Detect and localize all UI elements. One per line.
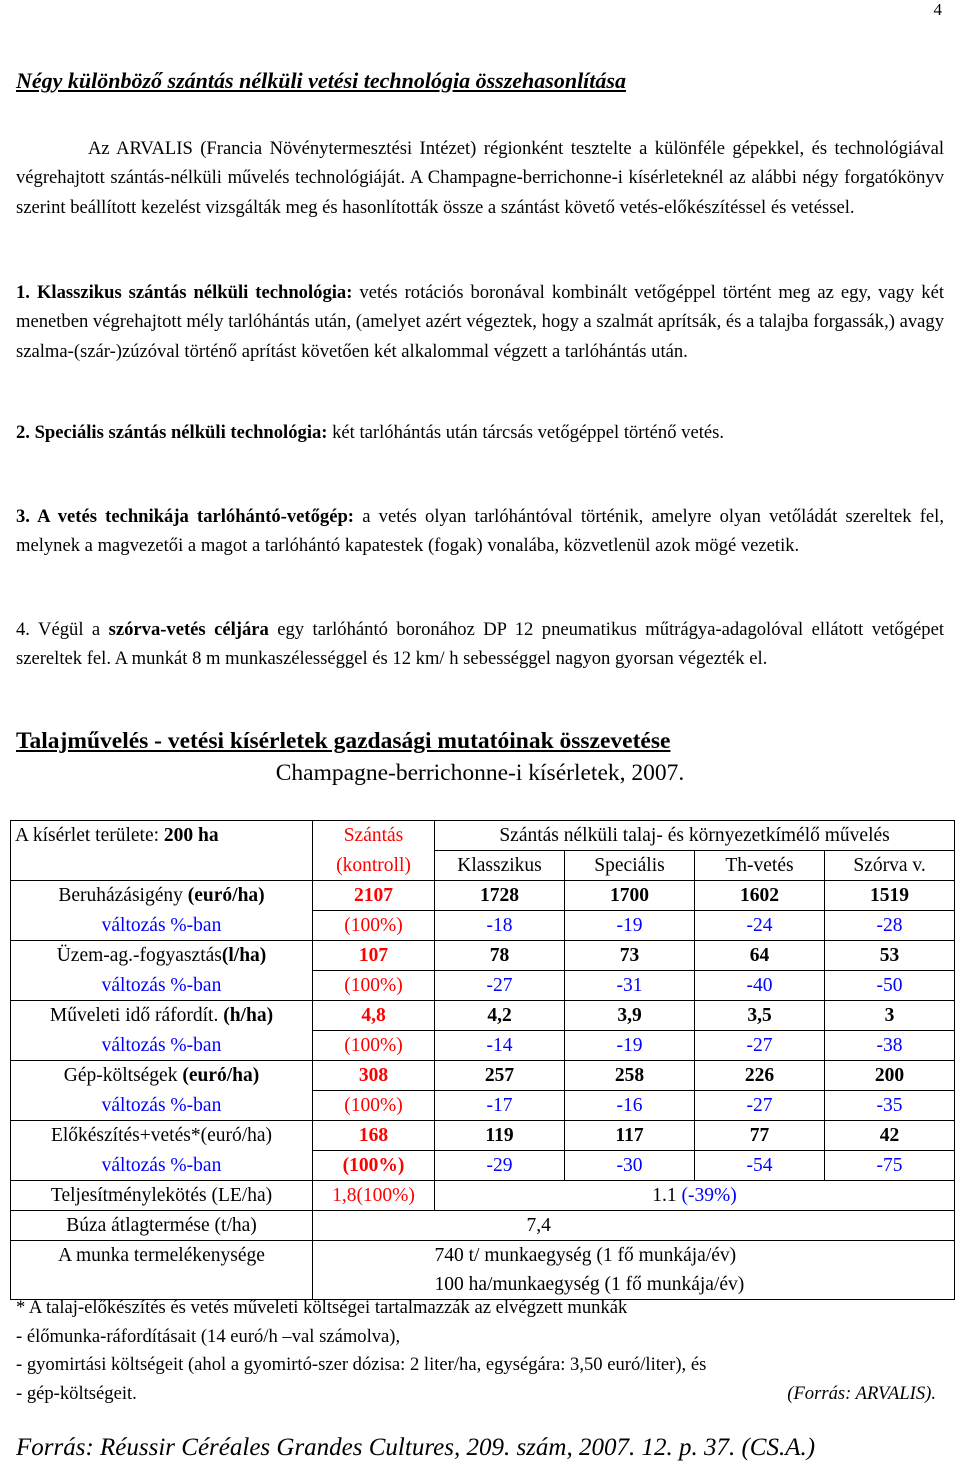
item-2-heading: 2. Speciális szántás nélküli technológia:	[16, 422, 328, 443]
table-row	[11, 881, 955, 911]
table-row	[11, 1121, 955, 1151]
table-cell: 3,9	[565, 1001, 695, 1031]
notill-header: Szántás nélküli talaj- és környezetkímélő művelés	[435, 821, 955, 851]
table-cell: 1602	[695, 881, 825, 911]
table-header-row-2	[11, 851, 955, 881]
empty-cell	[313, 1211, 435, 1241]
empty-cell	[313, 1241, 435, 1271]
table-cell: 119	[435, 1121, 565, 1151]
table-cell: -38	[825, 1031, 955, 1061]
table-cell: -31	[565, 971, 695, 1001]
row-label: Gép-költségek (euró/ha)	[11, 1061, 313, 1091]
row-label: változás %-ban	[11, 1151, 313, 1181]
area-label: A kísérlet területe:	[15, 825, 164, 847]
table-cell: -14	[435, 1031, 565, 1061]
table-cell: -50	[825, 971, 955, 1001]
yield-value: 7,4	[435, 1211, 955, 1241]
table-cell: -16	[565, 1091, 695, 1121]
control-value: (100%)	[313, 1091, 435, 1121]
productivity-line-2: 100 ha/munkaegység (1 fő munkája/év)	[435, 1270, 955, 1300]
table-cell: -27	[695, 1091, 825, 1121]
productivity-row	[11, 1241, 955, 1271]
table-cell: -35	[825, 1091, 955, 1121]
control-value: 1,8(100%)	[313, 1181, 435, 1211]
control-value: 4,8	[313, 1001, 435, 1031]
item-4-pre: 4. Végül a	[16, 619, 109, 640]
section-title: Talajművelés - vetési kísérletek gazdasági mutatóinak összevetése	[16, 728, 671, 754]
table-cell: 3,5	[695, 1001, 825, 1031]
table-cell: -40	[695, 971, 825, 1001]
table-cell: 1700	[565, 881, 695, 911]
row-label: Búza átlagtermése (t/ha)	[11, 1211, 313, 1241]
footnote-line: - élőmunka-ráfordításait (14 euró/h –val számolva),	[16, 1325, 401, 1347]
row-label: A munka termelékenysége	[11, 1241, 313, 1300]
productivity-line-1: 740 t/ munkaegység (1 fő munkája/év)	[435, 1241, 955, 1271]
item-1-heading: 1. Klasszikus szántás nélküli technológia:	[16, 282, 353, 303]
section-subtitle: Champagne-berrichonne-i kísérletek, 2007.	[275, 760, 685, 786]
page-title: Négy különböző szántás nélküli vetési technológia összehasonlítása	[16, 68, 626, 93]
table-cell: 42	[825, 1121, 955, 1151]
item-1-text: vetés rotációs boronával kombinált vetőgéppel történt meg az egy, vagy két menetben végrehajtott mély tarlóhántás után, (amelyet azért végeztek, hogy a szalmát aprítsák, és a talajba forgassák,) avagy szalma-(szár-)zúzóval történő aprítást követően két alkalommal végzett a tarlóhántás után.	[16, 282, 944, 362]
table-row	[11, 1151, 955, 1181]
table-cell: 1728	[435, 881, 565, 911]
table-cell: 258	[565, 1061, 695, 1091]
row-label: Teljesítménylekötés (LE/ha)	[11, 1181, 313, 1211]
table-cell: 226	[695, 1061, 825, 1091]
table-cell: -28	[825, 911, 955, 941]
performance-value: 1.1 (-39%)	[435, 1181, 955, 1211]
method-header: Th-vetés	[695, 851, 825, 881]
row-label: Üzem-ag.-fogyasztás(l/ha)	[11, 941, 313, 971]
control-value: (100%)	[313, 1151, 435, 1181]
method-header: Klasszikus	[435, 851, 565, 881]
control-value: (100%)	[313, 911, 435, 941]
bottom-source: Forrás: Réussir Céréales Grandes Cultures, 209. szám, 2007. 12. p. 37. (CS.A.)	[16, 1434, 816, 1461]
table-cell: 64	[695, 941, 825, 971]
method-header: Szórva v.	[825, 851, 955, 881]
row-label: változás %-ban	[11, 1091, 313, 1121]
table-cell: 257	[435, 1061, 565, 1091]
row-label: Műveleti idő ráfordít. (h/ha)	[11, 1001, 313, 1031]
area-value: 200 ha	[163, 825, 219, 847]
control-value: 168	[313, 1121, 435, 1151]
page-number: 4	[933, 0, 942, 19]
table-cell: -19	[565, 911, 695, 941]
area-cell	[11, 821, 313, 851]
table-cell: 200	[825, 1061, 955, 1091]
table-row	[11, 1001, 955, 1031]
table-cell: -30	[565, 1151, 695, 1181]
table-cell: -27	[435, 971, 565, 1001]
footnotes	[16, 1294, 944, 1408]
row-label: Előkészítés+vetés*(euró/ha)	[11, 1121, 313, 1151]
table-cell: 3	[825, 1001, 955, 1031]
item-4-text: egy tarlóhántó boronához DP 12 pneumatikus műtrágya-adagolóval ellátott vetőgépet szereltek fel. A munkát 8 m munkaszélességgel és 12 km/ h sebességgel nagyon gyorsan végezték el.	[16, 619, 944, 670]
table-row	[11, 1061, 955, 1091]
table-cell: -75	[825, 1151, 955, 1181]
table-cell: -29	[435, 1151, 565, 1181]
empty-header-cell	[11, 851, 313, 881]
table-cell: 4,2	[435, 1001, 565, 1031]
results-table	[10, 820, 955, 1300]
item-2-text: két tarlóhántás után tárcsás vetőgéppel történő vetés.	[327, 422, 725, 443]
table-cell: -19	[565, 1031, 695, 1061]
table-row	[11, 941, 955, 971]
intro-paragraph: Az ARVALIS (Francia Növénytermesztési Intézet) régionként tesztelte a különféle gépekkel, és technológiával végrehajtott szántás-nélküli művelés technológiáját. A Champagne-berrichonne-i kísérleteknél az alábbi négy forgatókönyv szerint beállított kezelést vizsgálták meg és hasonlították össze a szántást követő vetés-előkészítéssel és vetéssel.	[16, 138, 944, 218]
table-cell: -18	[435, 911, 565, 941]
table-cell: -54	[695, 1151, 825, 1181]
footnote-line: - gyomirtási költségeit (ahol a gyomirtó-szer dózisa: 2 liter/ha, egységára: 3,50 euró/liter), és	[16, 1354, 707, 1375]
table-row	[11, 911, 955, 941]
performance-row	[11, 1181, 955, 1211]
table-cell: 78	[435, 941, 565, 971]
item-4-paragraph	[16, 615, 944, 674]
table-cell: -24	[695, 911, 825, 941]
item-4-heading: szórva-vetés céljára	[108, 619, 269, 640]
table-row	[11, 971, 955, 1001]
row-label: változás %-ban	[11, 971, 313, 1001]
table-row	[11, 1031, 955, 1061]
row-label: változás %-ban	[11, 1031, 313, 1061]
yield-row	[11, 1211, 955, 1241]
control-value: 2107	[313, 881, 435, 911]
control-value: 107	[313, 941, 435, 971]
table-cell: 77	[695, 1121, 825, 1151]
table-cell: 117	[565, 1121, 695, 1151]
item-3-paragraph	[16, 502, 944, 561]
control-value: (100%)	[313, 1031, 435, 1061]
control-value: 308	[313, 1061, 435, 1091]
footnote-last-row	[16, 1380, 944, 1409]
table-header-row-1	[11, 821, 955, 851]
footnote-line: - gép-költségeit.	[16, 1382, 137, 1404]
table-cell: -17	[435, 1091, 565, 1121]
control-value: (100%)	[313, 971, 435, 1001]
control-header-2: (kontroll)	[313, 851, 435, 881]
item-3-heading: 3. A vetés technikája tarlóhántó-vetőgép:	[16, 506, 354, 527]
table-cell: 73	[565, 941, 695, 971]
row-label: Beruházásigény (euró/ha)	[11, 881, 313, 911]
control-header-1: Szántás	[313, 821, 435, 851]
item-1-paragraph	[16, 278, 944, 366]
footnote-source: (Forrás: ARVALIS).	[787, 1382, 936, 1404]
row-label: változás %-ban	[11, 911, 313, 941]
table-row	[11, 1091, 955, 1121]
table-cell: -27	[695, 1031, 825, 1061]
table-cell: 1519	[825, 881, 955, 911]
method-header: Speciális	[565, 851, 695, 881]
footnote-line: * A talaj-előkészítés és vetés műveleti költségei tartalmazzák az elvégzett munkák	[16, 1297, 628, 1318]
table-cell: 53	[825, 941, 955, 971]
item-3-text: a vetés olyan tarlóhántóval történik, amelyre olyan vetőládát szereltek fel, melynek a magvezetői a magot a tarlóhántó kapatestek (fogak) vonalába, közvetlenül azok mögé vezetik.	[16, 506, 944, 557]
item-2-paragraph	[16, 418, 944, 447]
